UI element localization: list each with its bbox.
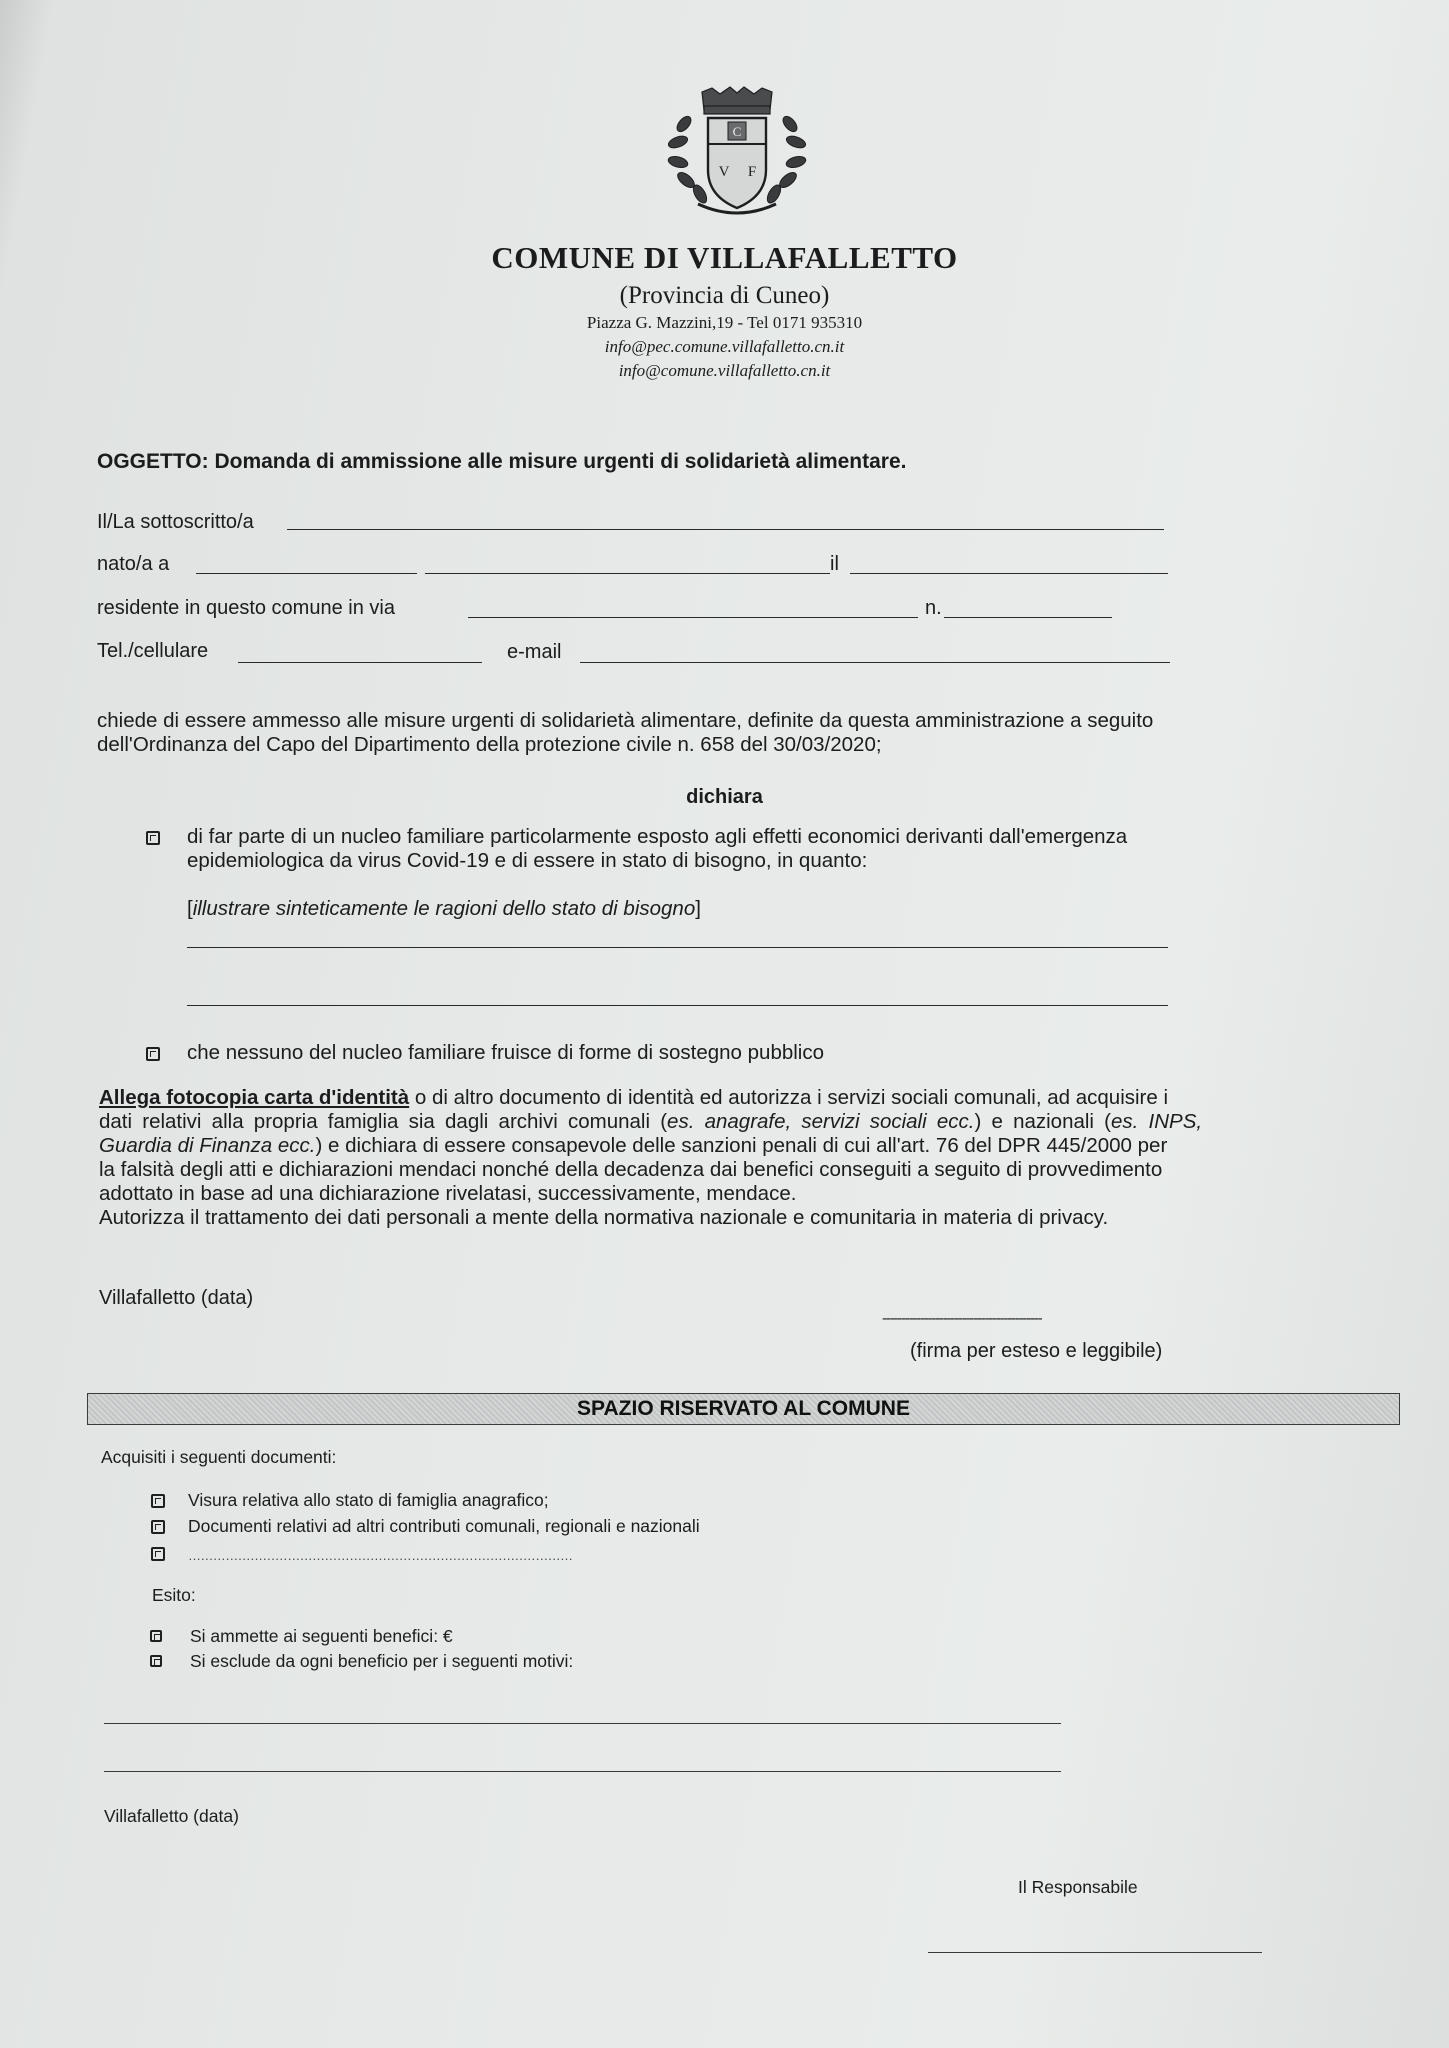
- pec-email: info@pec.comune.villafalletto.cn.it: [604, 337, 845, 356]
- attachment-line-6: Autorizza il trattamento dei dati personali a mente della normativa nazionale e comunitaria in materia di privacy.: [99, 1206, 1109, 1229]
- email-field[interactable]: [580, 662, 1170, 663]
- acquired-documents-label: Acquisiti i seguenti documenti:: [101, 1447, 337, 1467]
- attachment-line-3: [99, 1135, 1167, 1157]
- doc-3-dotted-field[interactable]: …………………………………………………………………………………: [188, 1548, 573, 1563]
- reason-line-1[interactable]: [187, 947, 1168, 948]
- born-on-label: il: [830, 553, 839, 575]
- attachment-lead: Allega fotocopia carta d'identità: [99, 1086, 410, 1109]
- svg-text:F: F: [747, 164, 757, 180]
- phone-label: Tel./cellulare: [97, 640, 209, 662]
- motivation-line-2[interactable]: [104, 1771, 1061, 1772]
- attachment-line-1: [99, 1087, 1168, 1109]
- attachment-l3-b: ) e dichiara di essere consapevole delle sanzioni penali di cui all'art. 76 del DPR 445/2000 per: [315, 1134, 1168, 1157]
- undersigned-label: Il/La sottoscritto/a: [97, 511, 254, 533]
- doc-3-checkbox[interactable]: [151, 1547, 165, 1561]
- declaration-1-line-2: epidemiologica da virus Covid-19 e di essere in stato di bisogno, in quanto:: [187, 849, 868, 872]
- municipality-title: COMUNE DI VILLAFALLETTO: [491, 240, 958, 275]
- request-line-1: chiede di essere ammesso alle misure urgenti di solidarietà alimentare, definite da questa amministrazione a seguito: [97, 709, 1154, 732]
- request-line-2: dell'Ordinanza del Capo del Dipartimento della protezione civile n. 658 del 30/03/2020;: [97, 733, 882, 756]
- outcome-1-text: Si ammette ai seguenti benefici: €: [190, 1626, 453, 1646]
- reserved-section-heading: SPAZIO RISERVATO AL COMUNE: [577, 1397, 910, 1420]
- doc-1-text: Visura relativa allo stato di famiglia anagrafico;: [188, 1490, 549, 1510]
- hint-close-bracket: ]: [695, 897, 701, 920]
- street-field[interactable]: [468, 617, 918, 618]
- declares-heading: dichiara: [686, 786, 763, 808]
- born-label: nato/a a: [97, 553, 170, 575]
- attachment-line-4: la falsità degli atti e dichiarazioni mendaci nonché della decadenza dai benefici conseguiti a seguito di provvedimento: [99, 1158, 1163, 1181]
- place-date-label: Villafalletto (data): [99, 1287, 254, 1309]
- declaration-2-checkbox[interactable]: [146, 1047, 160, 1061]
- outcome-1-checkbox[interactable]: [150, 1630, 162, 1642]
- attachment-line-2: [99, 1111, 1202, 1133]
- municipal-crest-icon: [664, 84, 810, 220]
- residence-label: residente in questo comune in via: [97, 597, 395, 619]
- attachment-l2-a: dati relativi alla propria famiglia sia dagli archivi comunali (: [99, 1110, 668, 1133]
- house-number-field[interactable]: [944, 617, 1112, 618]
- province-subtitle: (Provincia di Cuneo): [619, 282, 830, 309]
- signature-dashes[interactable]: ------------------------------------------: [882, 1310, 1042, 1327]
- declaration-2-text: che nessuno del nucleo familiare fruisce di forme di sostegno pubblico: [187, 1041, 825, 1064]
- hint-text: illustrare sinteticamente le ragioni dello stato di bisogno: [192, 897, 696, 920]
- reserved-section-band: [87, 1393, 1400, 1425]
- svg-text:C: C: [732, 124, 742, 139]
- subject-line: OGGETTO: Domanda di ammissione alle misure urgenti di solidarietà alimentare.: [97, 450, 907, 473]
- declaration-1-checkbox[interactable]: [146, 831, 160, 845]
- reason-line-2[interactable]: [187, 1005, 1168, 1006]
- responsible-label: Il Responsabile: [1018, 1877, 1138, 1897]
- attachment-l1-rest: o di altro documento di identità ed autorizza i servizi sociali comunali, ad acquisire i: [409, 1086, 1169, 1109]
- birthprovince-field[interactable]: [425, 573, 830, 574]
- motivation-line-1[interactable]: [104, 1723, 1061, 1724]
- attachment-l2-d: es. INPS,: [1111, 1110, 1203, 1133]
- doc-2-text: Documenti relativi ad altri contributi comunali, regionali e nazionali: [188, 1516, 700, 1536]
- phone-field[interactable]: [238, 662, 482, 663]
- email: info@comune.villafalletto.cn.it: [618, 361, 831, 380]
- undersigned-field[interactable]: [287, 529, 1164, 530]
- declaration-1-line-1: di far parte di un nucleo familiare particolarmente esposto agli effetti economici derivanti dall'emergenza: [187, 825, 1128, 848]
- number-label: n.: [925, 597, 942, 619]
- svg-text:V: V: [718, 164, 730, 180]
- outcome-2-checkbox[interactable]: [150, 1655, 162, 1667]
- email-label: e-mail: [507, 641, 562, 663]
- outcome-2-text: Si esclude da ogni beneficio per i seguenti motivi:: [190, 1651, 574, 1671]
- address-line: Piazza G. Mazzini,19 - Tel 0171 935310: [586, 313, 863, 332]
- attachment-line-5: adottato in base ad una dichiarazione rivelatasi, successivamente, mendace.: [99, 1182, 797, 1205]
- birthdate-field[interactable]: [850, 573, 1168, 574]
- attachment-l2-b: es. anagrafe, servizi sociali ecc.: [667, 1110, 975, 1133]
- doc-1-checkbox[interactable]: [151, 1494, 165, 1508]
- reserved-place-date-label: Villafalletto (data): [104, 1806, 239, 1826]
- birthplace-field[interactable]: [196, 573, 417, 574]
- doc-2-checkbox[interactable]: [151, 1520, 165, 1534]
- signature-caption: (firma per esteso e leggibile): [910, 1340, 1163, 1362]
- hint-open-bracket: [: [187, 897, 193, 920]
- responsible-signature-line[interactable]: [928, 1952, 1262, 1953]
- outcome-label: Esito:: [152, 1585, 196, 1605]
- attachment-l3-a: Guardia di Finanza ecc.: [99, 1134, 316, 1157]
- declaration-1-hint: [187, 898, 701, 920]
- attachment-l2-c: ) e nazionali (: [974, 1110, 1112, 1133]
